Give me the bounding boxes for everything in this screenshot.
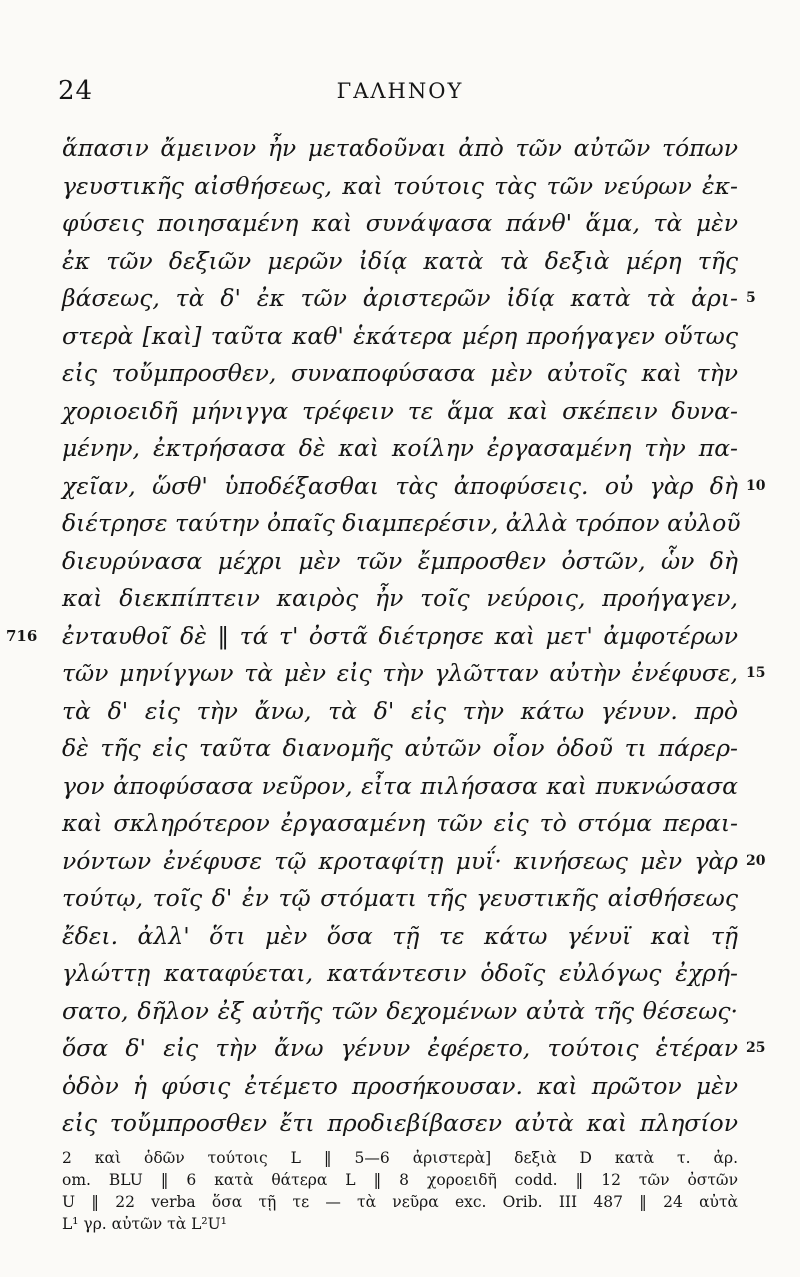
line-text: νόντων ἐνέφυσε τῷ κροταφίτῃ μυΐ· κινήσεως μὲν γὰρ [62, 846, 738, 875]
edition-page-marker: 716 [6, 626, 38, 645]
line-text: ὅσα δ' εἰς τὴν ἄνω γένυν ἐφέρετο, τούτοις ἑτέραν [62, 1034, 738, 1062]
line-text: μένην, ἐκτρήσασα δὲ καὶ κοίλην ἐργασαμένη τὴν πα- [62, 434, 738, 462]
line-text: διέτρησε ταύτην ὀπαῖς διαμπερέσιν, ἀλλὰ τρόπον αὐλοῦ [62, 509, 741, 537]
line-text: χεῖαν, ὥσθ' ὑποδέξασθαι τὰς ἀποφύσεις. οὐ γὰρ δὴ [62, 471, 738, 500]
line-text: τῶν μηνίγγων τὰ μὲν εἰς τὴν γλῶτταν αὐτὴν ἐνέφυσε, [62, 659, 738, 687]
apparatus-line: L¹ γρ. αὐτῶν τὰ L²U¹ [62, 1215, 227, 1233]
line-text: σατο, δῆλον ἐξ αὐτῆς τῶν δεχομένων αὐτὰ τῆς θέσεως· [62, 996, 738, 1025]
line-text: ἐνταυθοῖ δὲ ‖ τά τ' ὀστᾶ διέτρησε καὶ μετ' ἀμφοτέρων [62, 621, 738, 650]
critical-apparatus [62, 1147, 738, 1235]
line-text: καὶ διεκπίπτειν καιρὸς ἦν τοῖς νεύροις, προήγαγεν, [62, 584, 738, 612]
line-text: ἔδει. ἀλλ' ὅτι μὲν ὅσα τῇ τε κάτω γένυϊ καὶ τῇ [62, 921, 738, 950]
apparatus-line: 2 καὶ ὁδῶν τούτοις L ‖ 5—6 ἀριστερὰ] δεξιὰ D κατὰ τ. ἀρ. [62, 1149, 738, 1167]
page-number: 24 [58, 76, 94, 106]
line-number: 20 [746, 852, 766, 869]
line-text: ὁδὸν ἡ φύσις ἐτέμετο προσήκουσαν. καὶ πρῶτον μὲν [62, 1071, 738, 1100]
line-text: τούτῳ, τοῖς δ' ἐν τῷ στόματι τῆς γευστικῆς αἰσθήσεως [62, 884, 738, 912]
line-number: 5 [746, 290, 756, 306]
line-text: τὰ δ' εἰς τὴν ἄνω, τὰ δ' εἰς τὴν κάτω γένυν. πρὸ [62, 696, 738, 725]
line-number: 15 [746, 665, 766, 681]
line-text: γλώττῃ καταφύεται, κατάντεσιν ὁδοῖς εὐλόγως ἐχρή- [62, 959, 738, 987]
line-text: φύσεις ποιησαμένη καὶ συνάψασα πάνθ' ἅμα, τὰ μὲν [62, 209, 738, 237]
line-text: καὶ σκληρότερον ἐργασαμένη τῶν εἰς τὸ στόμα περαι- [62, 809, 738, 837]
apparatus-line: om. BLU ‖ 6 κατὰ θάτερα L ‖ 8 χοροειδῆ codd. ‖ 12 τῶν ὀστῶν [62, 1171, 738, 1189]
line-text: δὲ τῆς εἰς ταῦτα διανομῆς αὐτῶν οἷον ὁδοῦ τι πάρερ- [62, 734, 738, 762]
line-text: χοριοειδῆ μήνιγγα τρέφειν τε ἅμα καὶ σκέπειν δυνα- [62, 396, 738, 425]
line-text: εἰς τοὔμπροσθεν ἔτι προδιεβίβασεν αὐτὰ καὶ πλησίον [62, 1109, 738, 1137]
page-header [58, 76, 742, 116]
apparatus-line: U ‖ 22 verba ὅσα τῇ τε — τὰ νεῦρα exc. Orib. III 487 ‖ 24 αὐτὰ [62, 1193, 738, 1211]
line-text: γον ἀποφύσασα νεῦρον, εἶτα πιλήσασα καὶ πυκνώσασα [62, 771, 738, 800]
line-text: διευρύνασα μέχρι μὲν τῶν ἔμπροσθεν ὀστῶν, ὧν δὴ [62, 546, 738, 575]
line-number: 10 [746, 477, 766, 494]
line-text: εἰς τοὔμπροσθεν, συναποφύσασα μὲν αὐτοῖς καὶ τὴν [62, 359, 738, 387]
line-text: ἅπασιν ἄμεινον ἦν μεταδοῦναι ἀπὸ τῶν αὐτῶν τόπων [62, 134, 738, 162]
text-line [0, 1101, 800, 1145]
line-text: γευστικῆς αἰσθήσεως, καὶ τούτοις τὰς τῶν νεύρων ἐκ- [62, 171, 738, 200]
line-text: ἐκ τῶν δεξιῶν μερῶν ἰδίᾳ κατὰ τὰ δεξιὰ μέρη τῆς [62, 246, 738, 275]
line-number: 25 [746, 1040, 766, 1056]
line-text: στερὰ [καὶ] ταῦτα καθ' ἑκάτερα μέρη προήγαγεν οὕτως [62, 321, 738, 350]
line-text: βάσεως, τὰ δ' ἐκ τῶν ἀριστερῶν ἰδίᾳ κατὰ τὰ ἀρι- [62, 284, 738, 312]
running-title: ΓΑΛΗΝΟΥ [336, 79, 464, 103]
